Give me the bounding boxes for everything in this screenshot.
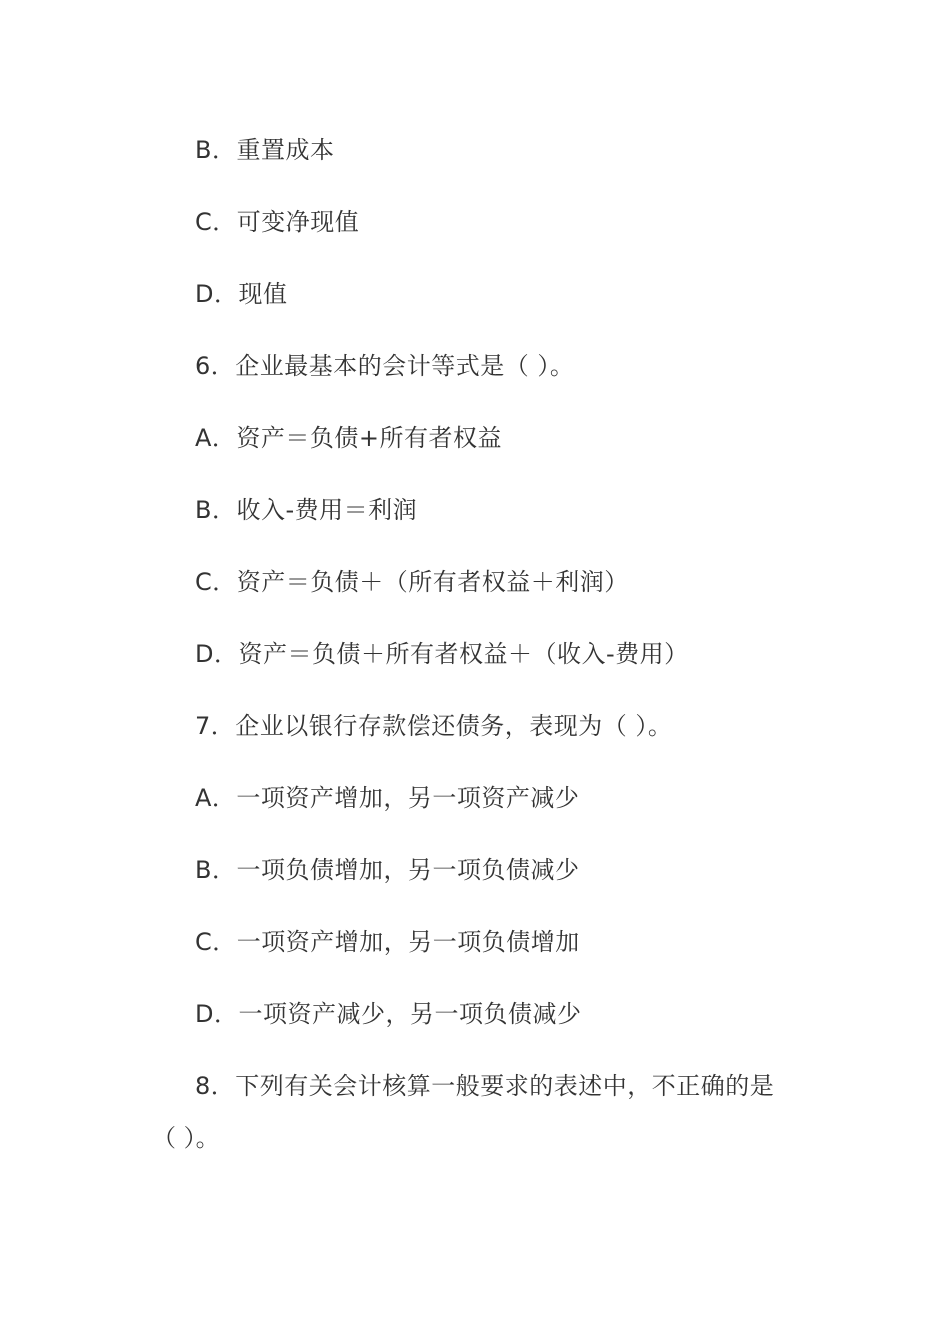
option-d-present-value: D．现值 [195,280,288,308]
question-8-continuation: （ ）。 [152,1124,220,1152]
q7-option-c: C．一项资产增加，另一项负债增加 [195,928,580,956]
question-8: 8．下列有关会计核算一般要求的表述中，不正确的是 [195,1072,775,1100]
q6-option-b: B．收入-费用＝利润 [195,496,418,524]
question-7: 7．企业以银行存款偿还债务，表现为（ ）。 [195,712,673,740]
option-b-replacement-cost: B．重置成本 [195,136,335,164]
q6-option-c: C．资产＝负债＋（所有者权益＋利润） [195,568,629,596]
q6-option-d: D．资产＝负债＋所有者权益＋（收入-费用） [195,640,689,668]
q7-option-d: D．一项资产减少，另一项负债减少 [195,1000,582,1028]
q7-option-b: B．一项负债增加，另一项负债减少 [195,856,580,884]
q7-option-a: A．一项资产增加，另一项资产减少 [195,784,580,812]
q6-option-a: A．资产＝负债+所有者权益 [195,424,503,452]
option-c-net-realizable-value: C．可变净现值 [195,208,360,236]
question-6: 6．企业最基本的会计等式是（ ）。 [195,352,575,380]
